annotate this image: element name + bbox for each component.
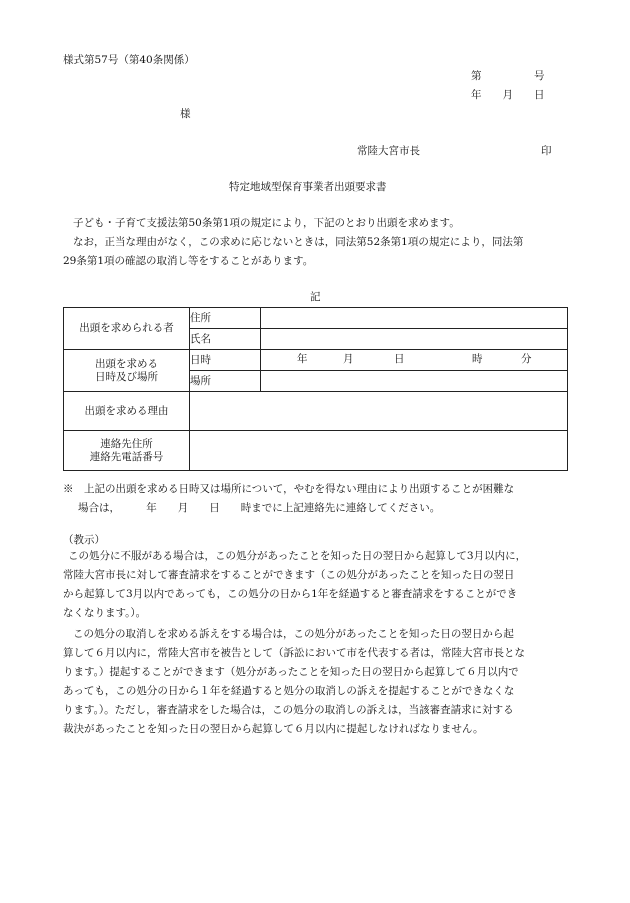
- note-line: 場合は， 年 月 日 時までに上記連絡先に連絡してください。: [78, 502, 441, 514]
- datetime-place-label: [64, 350, 190, 392]
- name-field: [261, 329, 568, 350]
- contact-label: [64, 431, 190, 471]
- document-title: 特定地域型保育事業者出頭要求書: [229, 181, 387, 193]
- table-row: [64, 431, 568, 471]
- hour-unit: 時: [472, 353, 483, 365]
- instruction-paragraph-1: [63, 547, 569, 623]
- datetime-label: 日時: [190, 350, 261, 371]
- person-label: 出頭を求められる者: [64, 308, 190, 350]
- form-number: 様式第57号（第40条関係）: [63, 54, 195, 66]
- address-field: [261, 308, 568, 329]
- intro-paragraph: [63, 214, 569, 271]
- seal-mark: 印: [541, 145, 552, 157]
- intro-line: 子ども・子育て支援法第50条第1項の規定により，下記のとおり出頭を求めます。: [73, 217, 460, 229]
- name-label: 氏名: [190, 329, 261, 350]
- instruction-line: この処分の取消しを求める訴えをする場合は，この処分があったことを知った日の翌日から起: [73, 628, 514, 640]
- month-unit: 月: [343, 353, 354, 365]
- note-paragraph: [63, 480, 569, 518]
- instruction-line: から起算して3月以内であっても，この処分の日から1年を経過すると審査請求をすることができ: [63, 588, 518, 600]
- intro-line: なお，正当な理由がなく，この求めに応じないときは，同法第52条第1項の規定により，同法第: [73, 236, 524, 248]
- instruction-line: 常陸大宮市長に対して審査請求をすることができます（この処分があったことを知った日の翌日: [63, 569, 515, 581]
- table-row: [64, 308, 568, 329]
- instruction-line: 算して６月以内に，常陸大宮市を被告として（訴訟において市を代表する者は，常陸大宮市長とな: [63, 647, 525, 659]
- table-row: [64, 350, 568, 371]
- place-field: [261, 371, 568, 392]
- intro-line: 29条第1項の確認の取消し等をすることがあります。: [63, 255, 314, 267]
- datetime-place-label-line: 出頭を求める: [95, 357, 158, 370]
- place-label: 場所: [190, 371, 261, 392]
- year-unit: 年: [297, 353, 308, 365]
- issuer-title: 常陸大宮市長: [357, 145, 420, 157]
- address-label: 住所: [190, 308, 261, 329]
- instruction-paragraph-2: [63, 625, 569, 739]
- reason-field: [190, 392, 568, 431]
- instruction-line: ります。）。ただし，審査請求をした場合は，この処分の取消しの訴えは，当該審査請求に対する: [63, 704, 514, 716]
- document-number-field: 第 号: [471, 70, 545, 82]
- day-unit: 日: [394, 353, 405, 365]
- contact-label-line: 連絡先電話番号: [89, 450, 164, 463]
- record-heading: 記: [310, 291, 321, 303]
- issue-date-field: 年 月 日: [471, 89, 545, 101]
- contact-label-line: 連絡先住所: [100, 437, 153, 450]
- summons-table: [63, 307, 568, 471]
- instruction-heading: （教示）: [63, 534, 105, 546]
- table-row: [64, 392, 568, 431]
- instruction-line: あっても，この処分の日から１年を経過すると処分の取消しの訴えを提起することができなくな: [63, 685, 515, 697]
- instruction-line: 裁決があったことを知った日の翌日から起算して６月以内に提起しなければなりません。: [63, 723, 484, 735]
- datetime-place-label-line: 日時及び場所: [95, 370, 158, 383]
- instruction-line: この処分に不服がある場合は，この処分があったことを知った日の翌日から起算して3月以内に，: [68, 550, 527, 562]
- minute-unit: 分: [521, 353, 532, 365]
- instruction-line: なくなります。）。: [63, 607, 147, 619]
- reason-label: 出頭を求める理由: [64, 392, 190, 431]
- note-line: ※ 上記の出頭を求める日時又は場所について，やむを得ない理由により出頭することが困難な: [63, 483, 515, 495]
- instruction-line: ります。）提起することができます（処分があったことを知った日の翌日から起算して６月以内で: [63, 666, 519, 678]
- addressee-suffix: 様: [180, 108, 191, 120]
- datetime-field: [261, 350, 568, 371]
- contact-field: [190, 431, 568, 471]
